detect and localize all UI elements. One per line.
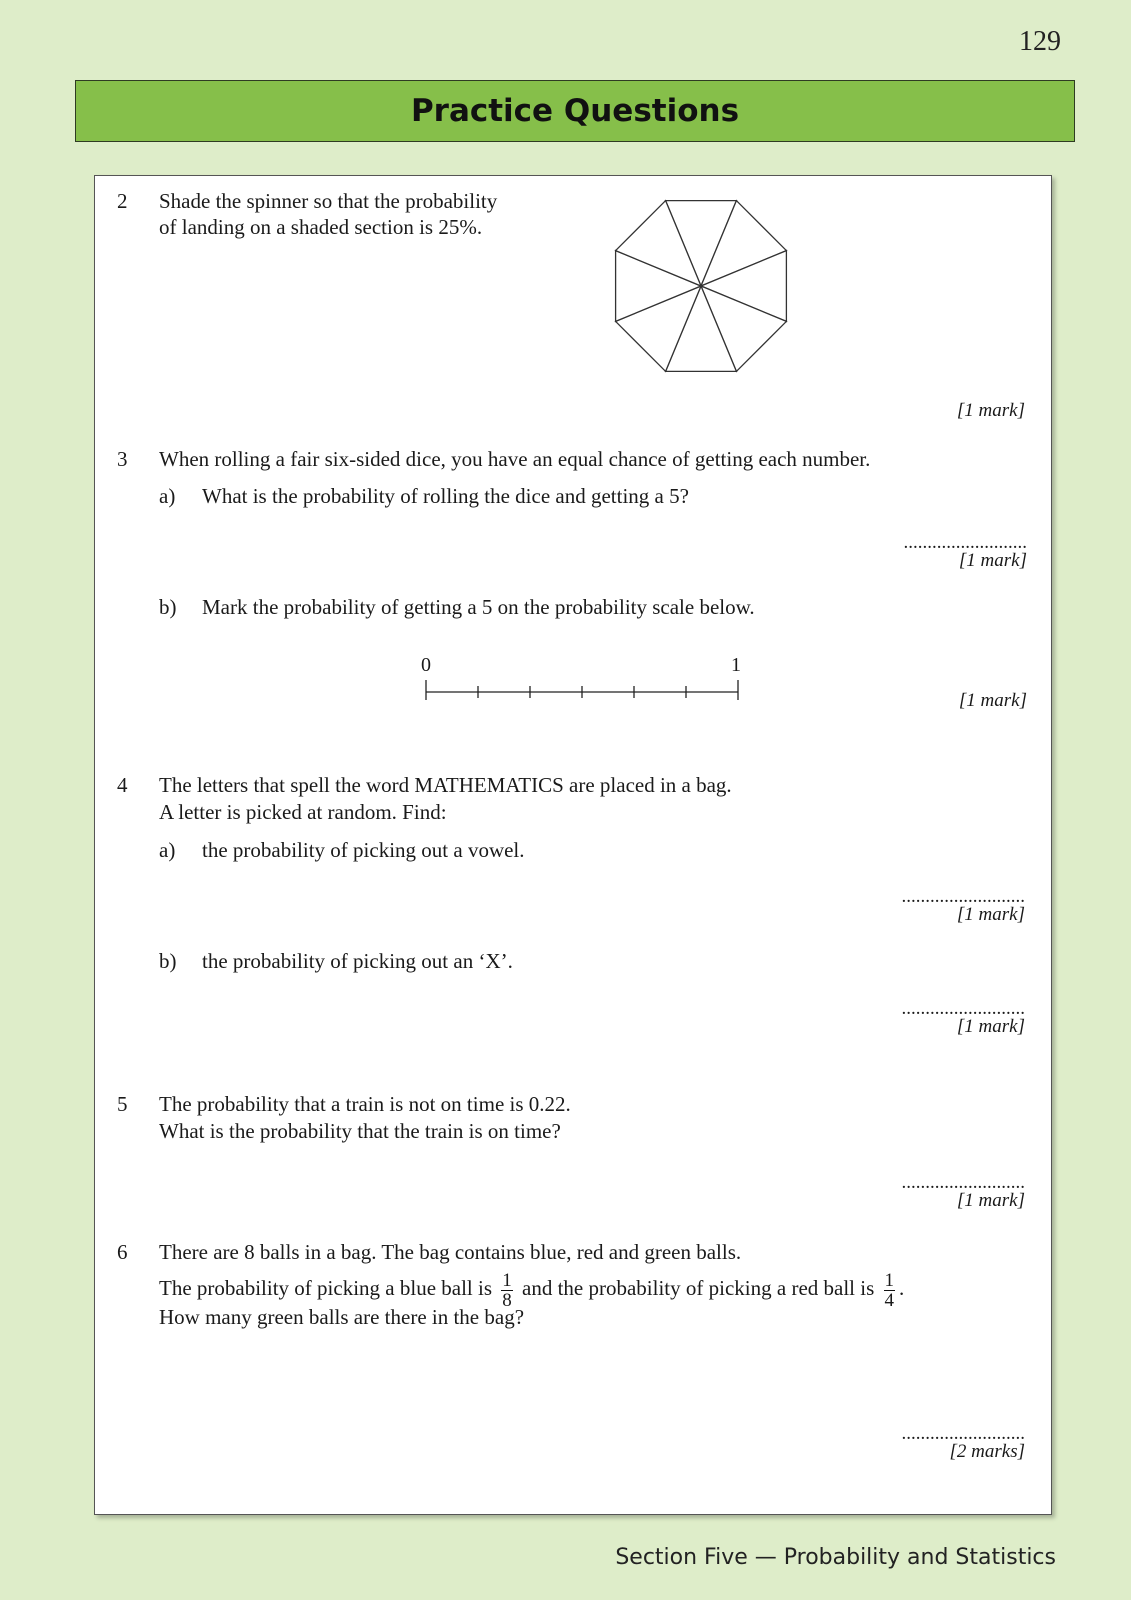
question-number-6: 6 — [117, 1240, 128, 1264]
q4-text-line2: A letter is picked at random. Find: — [159, 800, 447, 824]
q5-answer-line[interactable]: .......................... — [901, 1172, 1025, 1193]
q4a-text: the probability of picking out a vowel. — [202, 838, 525, 862]
q6-text-line2-part-a: The probability of picking a blue ball is — [159, 1276, 493, 1300]
q3a-text: What is the probability of rolling the dice and getting a 5? — [202, 484, 689, 508]
q3b-label: b) — [159, 595, 177, 619]
q6-text-line2-part-b: and the probability of picking a red ball is — [522, 1276, 875, 1300]
scale-label-one: 1 — [731, 654, 741, 676]
q6-text-line3: How many green balls are there in the bag? — [159, 1305, 525, 1329]
fraction-red — [884, 1271, 896, 1310]
fraction-blue-denominator: 8 — [502, 1289, 512, 1311]
page-title: Practice Questions — [410, 93, 740, 129]
question-number-4: 4 — [117, 773, 128, 797]
q4a-mark: [1 mark] — [956, 904, 1025, 925]
q2-mark: [1 mark] — [956, 400, 1025, 421]
q4-text-line1: The letters that spell the word MATHEMATICS are placed in a bag. — [159, 773, 732, 797]
q4b-mark: [1 mark] — [956, 1016, 1025, 1037]
question-number-2: 2 — [117, 189, 128, 213]
scale-label-zero: 0 — [421, 654, 431, 676]
spinner-octagon[interactable] — [601, 186, 801, 386]
q2-text-line1: Shade the spinner so that the probability — [159, 189, 498, 213]
q2-text-line2: of landing on a shaded section is 25%. — [159, 215, 483, 239]
question-number-3: 3 — [117, 447, 128, 471]
q3-intro: When rolling a fair six-sided dice, you have an equal chance of getting each number. — [159, 447, 871, 471]
q6-mark: [2 marks] — [949, 1441, 1025, 1462]
q3a-mark: [1 mark] — [958, 550, 1027, 571]
q4a-label: a) — [159, 838, 176, 862]
q5-mark: [1 mark] — [956, 1190, 1025, 1211]
fraction-blue-numerator: 1 — [502, 1269, 512, 1291]
q4b-text: the probability of picking out an ‘X’. — [202, 949, 513, 973]
q3b-mark: [1 mark] — [958, 690, 1027, 711]
q4b-answer-line[interactable]: .......................... — [901, 998, 1025, 1019]
q3b-text: Mark the probability of getting a 5 on the probability scale below. — [202, 595, 755, 619]
q4a-answer-line[interactable]: .......................... — [901, 886, 1025, 907]
page-number: 129 — [1019, 26, 1061, 57]
q6-text-line1: There are 8 balls in a bag. The bag contains blue, red and green balls. — [159, 1240, 742, 1264]
question-number-5: 5 — [117, 1092, 128, 1116]
probability-scale[interactable] — [420, 676, 740, 706]
section-footer: Section Five — Probability and Statistics — [615, 1545, 1056, 1570]
q5-text-line1: The probability that a train is not on time is 0.22. — [159, 1092, 571, 1116]
title-banner — [75, 80, 1075, 142]
q6-answer-line[interactable]: .......................... — [901, 1423, 1025, 1444]
fraction-red-denominator: 4 — [884, 1289, 895, 1311]
q5-text-line2: What is the probability that the train is on time? — [159, 1119, 561, 1143]
question-box — [94, 175, 1052, 1515]
q3a-answer-line[interactable]: .......................... — [903, 532, 1027, 553]
q3a-label: a) — [159, 484, 176, 508]
q4b-label: b) — [159, 949, 177, 973]
fraction-red-numerator: 1 — [884, 1269, 895, 1291]
q6-text-line2-end: . — [899, 1276, 905, 1300]
